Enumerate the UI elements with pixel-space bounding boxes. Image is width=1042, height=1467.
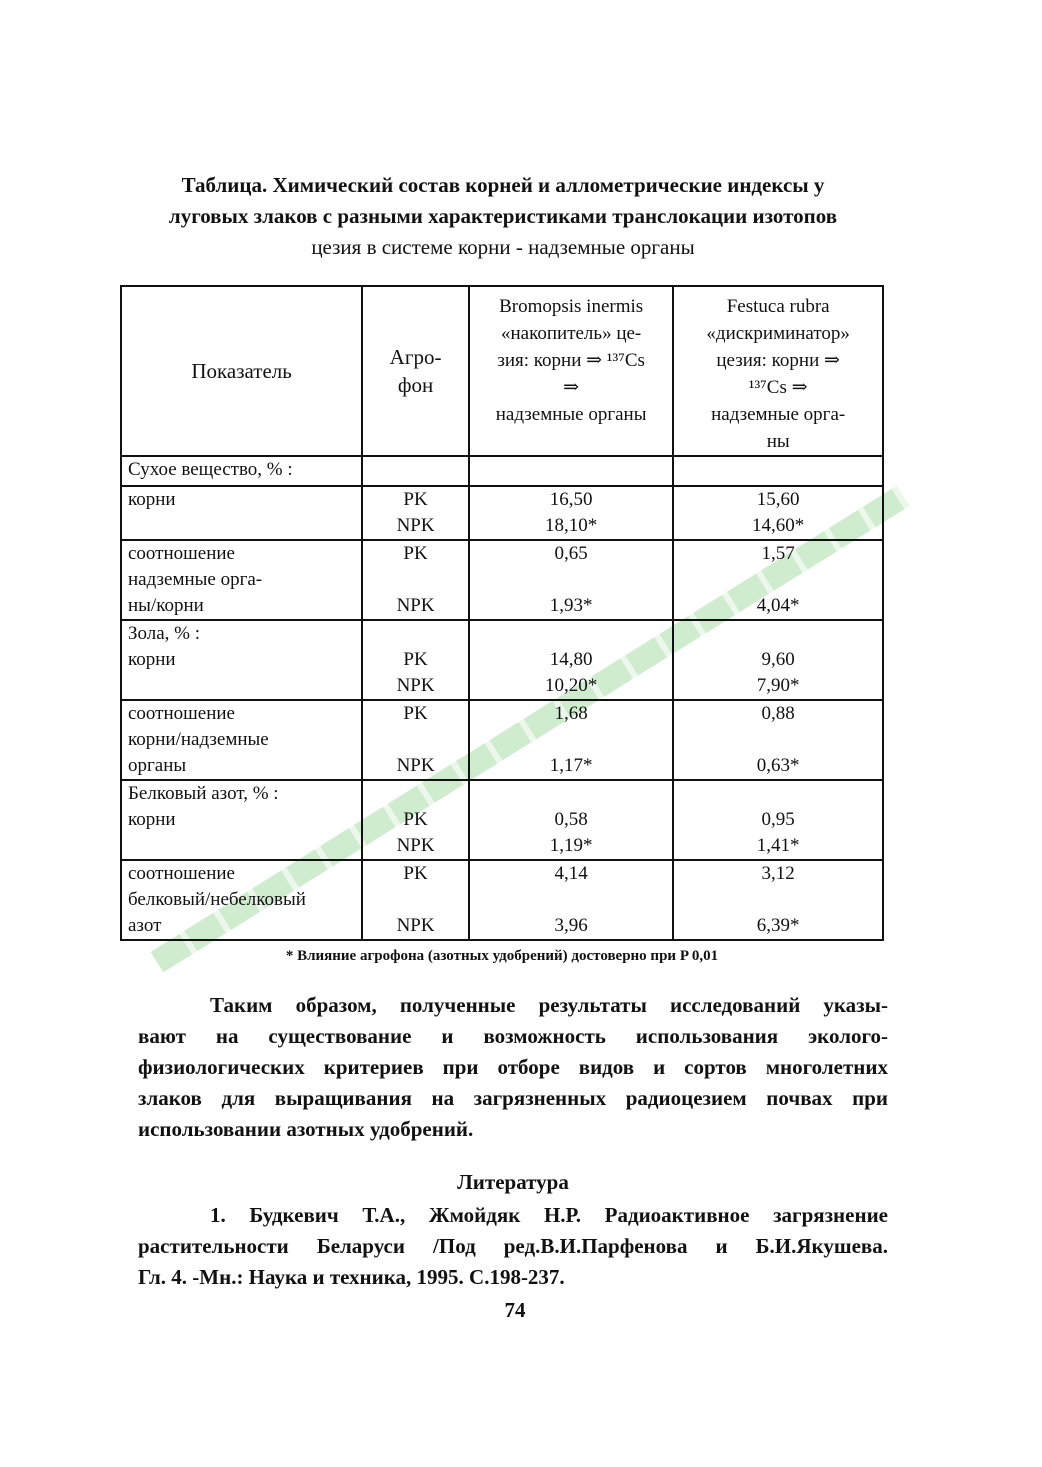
paragraph-line: злаков для выращивания на загрязненных радиоцезием почвах при <box>138 1086 888 1110</box>
value: 1,17* <box>549 755 593 776</box>
value: 0,88 <box>761 703 795 724</box>
value: 15,60 <box>756 489 800 510</box>
row-label <box>121 860 362 940</box>
row-label-line: белковый/небелковый <box>128 889 306 910</box>
value: 1,68 <box>554 703 588 724</box>
agro-value: PK <box>403 863 428 884</box>
header-species-2-line: ны <box>766 431 790 452</box>
caption-line-1-text: Химический состав корней и аллометрические индексы у <box>267 173 825 197</box>
agro-value: PK <box>403 703 428 724</box>
group-title: Зола, % : <box>128 623 201 644</box>
row-label <box>121 620 362 700</box>
header-species-1-line: надземные органы <box>495 404 647 425</box>
value: 3,96 <box>554 915 588 936</box>
spacer <box>363 887 468 913</box>
value-cell-bromopsis <box>469 540 673 620</box>
value: 14,80 <box>549 649 593 670</box>
value: 4,04* <box>756 595 800 616</box>
caption-lead: Таблица. <box>181 173 268 197</box>
header-param: Показатель <box>121 286 362 456</box>
header-species-2-line: Festuca rubra <box>726 296 830 317</box>
value-cell-festuca <box>673 540 883 620</box>
table-caption <box>118 170 888 263</box>
row-label-line: корни <box>128 809 176 830</box>
value-cell-bromopsis <box>469 486 673 540</box>
table-row <box>121 540 883 620</box>
reference-line: 1. Будкевич Т.А., Жмойдяк Н.Р. Радиоактивное загрязнение <box>210 1203 888 1227</box>
value: 14,60* <box>752 515 805 536</box>
header-agro-line-1: Агро- <box>389 345 442 369</box>
header-agro <box>362 286 469 456</box>
table-row <box>121 620 883 700</box>
spacer <box>674 567 882 593</box>
spacer <box>470 781 672 807</box>
value: 0,95 <box>761 809 795 830</box>
caption-line-1 <box>118 170 888 201</box>
agro-value: PK <box>403 543 428 564</box>
value-cell-bromopsis <box>469 780 673 860</box>
agro-value: PK <box>403 649 428 670</box>
caption-line-2: луговых злаков с разными характеристиками транслокации изотопов <box>168 204 838 228</box>
agro-cell <box>362 540 469 620</box>
agro-value: NPK <box>396 835 435 856</box>
row-label <box>121 540 362 620</box>
value-cell-bromopsis <box>469 860 673 940</box>
literature-title: Литература <box>457 1170 569 1194</box>
table-header-row <box>121 286 883 456</box>
spacer <box>674 781 882 807</box>
value: 10,20* <box>545 675 598 696</box>
table-row <box>121 780 883 860</box>
reference-line: растительности Беларуси /Под ред.В.И.Парфенова и Б.И.Якушева. <box>138 1234 888 1258</box>
agro-cell <box>362 780 469 860</box>
row-label-line: органы <box>128 755 187 776</box>
paragraph-line: использовании азотных удобрений. <box>138 1117 474 1141</box>
spacer <box>363 621 468 647</box>
group-title-row <box>121 456 883 486</box>
header-species-2-line: ¹³⁷Cs ⇒ <box>748 377 808 398</box>
agro-value: NPK <box>396 595 435 616</box>
header-agro-line-2: фон <box>397 373 434 397</box>
reference-line: Гл. 4. -Мн.: Наука и техника, 1995. С.198-237. <box>138 1265 565 1289</box>
value: 7,90* <box>756 675 800 696</box>
row-label-line: соотношение <box>128 543 235 564</box>
row-label <box>121 700 362 780</box>
header-species-2-line: «дискриминатор» <box>706 323 850 344</box>
table-row <box>121 486 883 540</box>
page-number: 74 <box>504 1298 526 1322</box>
spacer <box>470 621 672 647</box>
agro-value: PK <box>403 809 428 830</box>
conclusion-paragraph <box>138 990 888 1145</box>
value-cell-festuca <box>673 620 883 700</box>
value: 1,57 <box>761 543 795 564</box>
empty-cell <box>673 456 883 486</box>
value: 16,50 <box>549 489 593 510</box>
spacer <box>674 727 882 753</box>
spacer <box>674 887 882 913</box>
value-cell-festuca <box>673 700 883 780</box>
value: 9,60 <box>761 649 795 670</box>
agro-cell <box>362 620 469 700</box>
value-cell-bromopsis <box>469 700 673 780</box>
row-label-line: ны/корни <box>128 595 204 616</box>
reference-1 <box>138 1200 888 1293</box>
row-label-line: надземные орга- <box>128 569 263 590</box>
value: 6,39* <box>756 915 800 936</box>
value-cell-bromopsis <box>469 620 673 700</box>
value: 3,12 <box>761 863 795 884</box>
agro-value: NPK <box>396 675 435 696</box>
spacer <box>674 621 882 647</box>
row-label <box>121 486 362 540</box>
spacer <box>363 727 468 753</box>
group-title: Белковый азот, % : <box>128 783 279 804</box>
spacer <box>470 567 672 593</box>
group-title: Сухое вещество, % : <box>121 456 362 486</box>
agro-cell <box>362 486 469 540</box>
header-species-1-line: зия: корни ⇒ ¹³⁷Cs <box>497 350 645 371</box>
spacer <box>363 781 468 807</box>
caption-line-3: цезия в системе корни - надземные органы <box>311 235 695 259</box>
agro-cell <box>362 860 469 940</box>
row-label-line: соотношение <box>128 703 235 724</box>
header-species-2-line: надземные орга- <box>711 404 846 425</box>
value-cell-festuca <box>673 486 883 540</box>
spacer <box>470 727 672 753</box>
header-species-2 <box>673 286 883 456</box>
header-species-1 <box>469 286 673 456</box>
paragraph-line: физиологических критериев при отборе видов и сортов многолетних <box>138 1055 888 1079</box>
value: 1,93* <box>549 595 593 616</box>
value: 18,10* <box>545 515 598 536</box>
header-species-1-line: Bromopsis inermis <box>499 296 644 317</box>
agro-value: NPK <box>396 755 435 776</box>
value: 1,19* <box>549 835 593 856</box>
agro-value: NPK <box>396 515 435 536</box>
spacer <box>363 567 468 593</box>
value: 0,65 <box>554 543 588 564</box>
spacer <box>470 887 672 913</box>
table-footnote: * Влияние агрофона (азотных удобрений) достоверно при P 0,01 <box>285 948 719 964</box>
data-table <box>120 285 884 941</box>
value: 4,14 <box>554 863 588 884</box>
empty-cell <box>469 456 673 486</box>
table-row <box>121 860 883 940</box>
row-label-line: корни/надземные <box>128 729 269 750</box>
agro-cell <box>362 700 469 780</box>
row-label <box>121 780 362 860</box>
header-species-1-line: «накопитель» це- <box>500 323 642 344</box>
value: 0,63* <box>756 755 800 776</box>
table-row <box>121 700 883 780</box>
row-label-line: азот <box>128 915 162 936</box>
header-species-1-line: ⇒ <box>563 377 580 398</box>
agro-value: PK <box>403 489 428 510</box>
value-cell-festuca <box>673 780 883 860</box>
header-species-2-line: цезия: корни ⇒ <box>716 350 840 371</box>
agro-value: NPK <box>396 915 435 936</box>
empty-cell <box>362 456 469 486</box>
row-label-line: корни <box>128 489 176 510</box>
row-label-line: корни <box>128 649 176 670</box>
value-cell-festuca <box>673 860 883 940</box>
paragraph-line: вают на существование и возможность использования эколого- <box>138 1024 888 1048</box>
paragraph-line: Таким образом, полученные результаты исследований указы- <box>210 993 888 1017</box>
value: 1,41* <box>756 835 800 856</box>
value: 0,58 <box>554 809 588 830</box>
row-label-line: соотношение <box>128 863 235 884</box>
